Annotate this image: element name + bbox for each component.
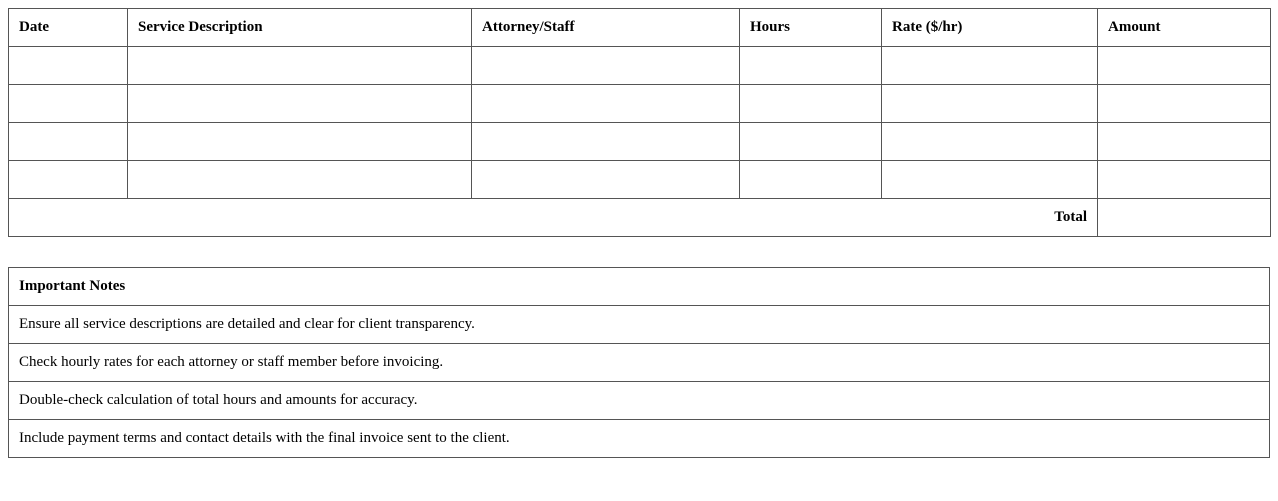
rate-cell[interactable] xyxy=(882,85,1098,123)
date-cell[interactable] xyxy=(9,85,128,123)
hours-cell[interactable] xyxy=(740,161,882,199)
rate-cell[interactable] xyxy=(882,47,1098,85)
attorney-staff-cell[interactable] xyxy=(472,47,740,85)
date-cell[interactable] xyxy=(9,47,128,85)
attorney-staff-cell[interactable] xyxy=(472,161,740,199)
list-item xyxy=(9,306,1270,344)
table-row xyxy=(9,123,1271,161)
note-item: Double-check calculation of total hours and amounts for accuracy. xyxy=(9,382,1270,420)
header-service-description: Service Description xyxy=(128,9,472,47)
billing-header-row xyxy=(9,9,1271,47)
amount-cell[interactable] xyxy=(1098,85,1271,123)
attorney-staff-cell[interactable] xyxy=(472,123,740,161)
amount-cell[interactable] xyxy=(1098,123,1271,161)
amount-cell[interactable] xyxy=(1098,47,1271,85)
note-item: Check hourly rates for each attorney or staff member before invoicing. xyxy=(9,344,1270,382)
note-item: Include payment terms and contact details with the final invoice sent to the client. xyxy=(9,420,1270,458)
rate-cell[interactable] xyxy=(882,123,1098,161)
header-amount: Amount xyxy=(1098,9,1271,47)
amount-cell[interactable] xyxy=(1098,161,1271,199)
list-item xyxy=(9,420,1270,458)
total-row xyxy=(9,199,1271,237)
list-item xyxy=(9,382,1270,420)
date-cell[interactable] xyxy=(9,161,128,199)
notes-title: Important Notes xyxy=(9,268,1270,306)
hours-cell[interactable] xyxy=(740,123,882,161)
billing-table xyxy=(8,8,1271,237)
notes-header-row xyxy=(9,268,1270,306)
date-cell[interactable] xyxy=(9,123,128,161)
note-item: Ensure all service descriptions are detailed and clear for client transparency. xyxy=(9,306,1270,344)
service-description-cell[interactable] xyxy=(128,123,472,161)
service-description-cell[interactable] xyxy=(128,161,472,199)
hours-cell[interactable] xyxy=(740,85,882,123)
header-date: Date xyxy=(9,9,128,47)
header-attorney-staff: Attorney/Staff xyxy=(472,9,740,47)
service-description-cell[interactable] xyxy=(128,47,472,85)
total-amount-cell[interactable] xyxy=(1098,199,1271,237)
service-description-cell[interactable] xyxy=(128,85,472,123)
table-row xyxy=(9,161,1271,199)
header-hours: Hours xyxy=(740,9,882,47)
table-row xyxy=(9,85,1271,123)
notes-table xyxy=(8,267,1270,458)
total-label: Total xyxy=(9,199,1098,237)
hours-cell[interactable] xyxy=(740,47,882,85)
table-row xyxy=(9,47,1271,85)
header-rate: Rate ($/hr) xyxy=(882,9,1098,47)
rate-cell[interactable] xyxy=(882,161,1098,199)
list-item xyxy=(9,344,1270,382)
attorney-staff-cell[interactable] xyxy=(472,85,740,123)
